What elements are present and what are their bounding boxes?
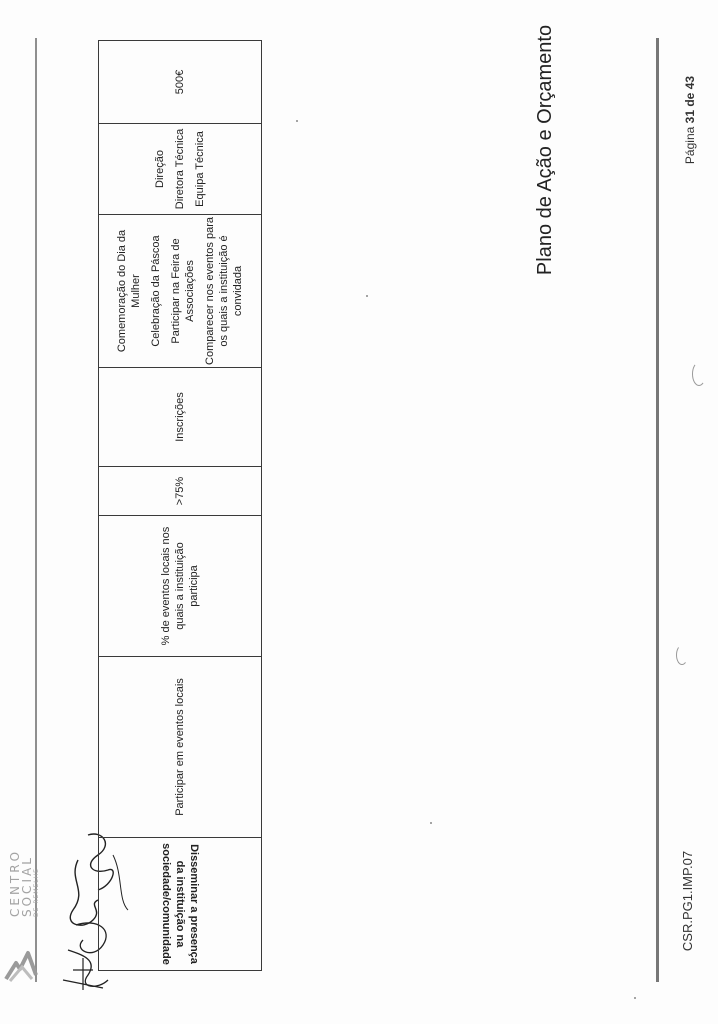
logo-line-1: CENTRO	[8, 848, 22, 917]
table-row	[99, 657, 262, 838]
table-row	[99, 215, 262, 368]
verification-text: Inscrições	[174, 392, 186, 442]
document-title: Plano de Ação e Orçamento	[534, 24, 556, 276]
right-margin-rule	[656, 38, 659, 982]
indicator-cell	[99, 516, 262, 657]
table-row	[99, 124, 262, 215]
verification-cell	[99, 368, 262, 467]
action-plan-table	[98, 40, 262, 971]
scan-speck	[634, 997, 636, 999]
logo-wordmark	[9, 827, 39, 917]
scan-speck	[296, 120, 298, 122]
responsible-item: Diretora Técnica	[174, 128, 186, 210]
document-code: CSR.PG1.IMP.07	[680, 850, 695, 952]
page-of: de	[683, 92, 697, 107]
target-value: >75%	[174, 476, 186, 506]
page-current: 31	[683, 110, 697, 124]
logo-mark-icon	[2, 945, 42, 985]
scan-mark	[676, 645, 688, 665]
responsibles-list	[153, 125, 207, 213]
indicator-text: % de eventos locais nos quais a instituição participa	[160, 526, 200, 646]
objective-text: Disseminar a presença da instituição na sociedade/comunidade	[160, 843, 200, 965]
scan-speck	[366, 295, 368, 297]
scan-mark	[692, 362, 706, 386]
budget-value: 500€	[174, 69, 186, 95]
activity-item: Celebração da Páscoa	[150, 235, 162, 347]
page-number	[681, 50, 699, 190]
page-label: Página	[683, 126, 697, 165]
activity-item: Participar na Feira de Associações	[170, 238, 196, 344]
table-row	[99, 41, 262, 124]
table-row	[99, 516, 262, 657]
scan-speck	[430, 822, 432, 824]
responsibles-cell	[99, 124, 262, 215]
activity-item: Comparecer nos eventos para os quais a instituição é convidada	[204, 217, 244, 365]
target-cell	[99, 467, 262, 516]
responsible-item: Direção	[154, 150, 166, 188]
table-row	[99, 838, 262, 971]
action-cell	[99, 657, 262, 838]
logo-line-2: SOCIAL	[20, 855, 34, 917]
action-text: Participar em eventos locais	[174, 678, 186, 816]
activities-list	[115, 216, 245, 366]
activity-item: Comemoração do Dia da Mulher	[116, 229, 142, 353]
budget-cell	[99, 41, 262, 124]
logo-line-3: DE REMELHE	[33, 868, 40, 917]
objective-cell	[99, 838, 262, 971]
table-row	[99, 368, 262, 467]
table-row	[99, 467, 262, 516]
activities-cell	[99, 215, 262, 368]
responsible-item: Equipa Técnica	[194, 131, 206, 207]
page-total: 43	[683, 75, 697, 90]
